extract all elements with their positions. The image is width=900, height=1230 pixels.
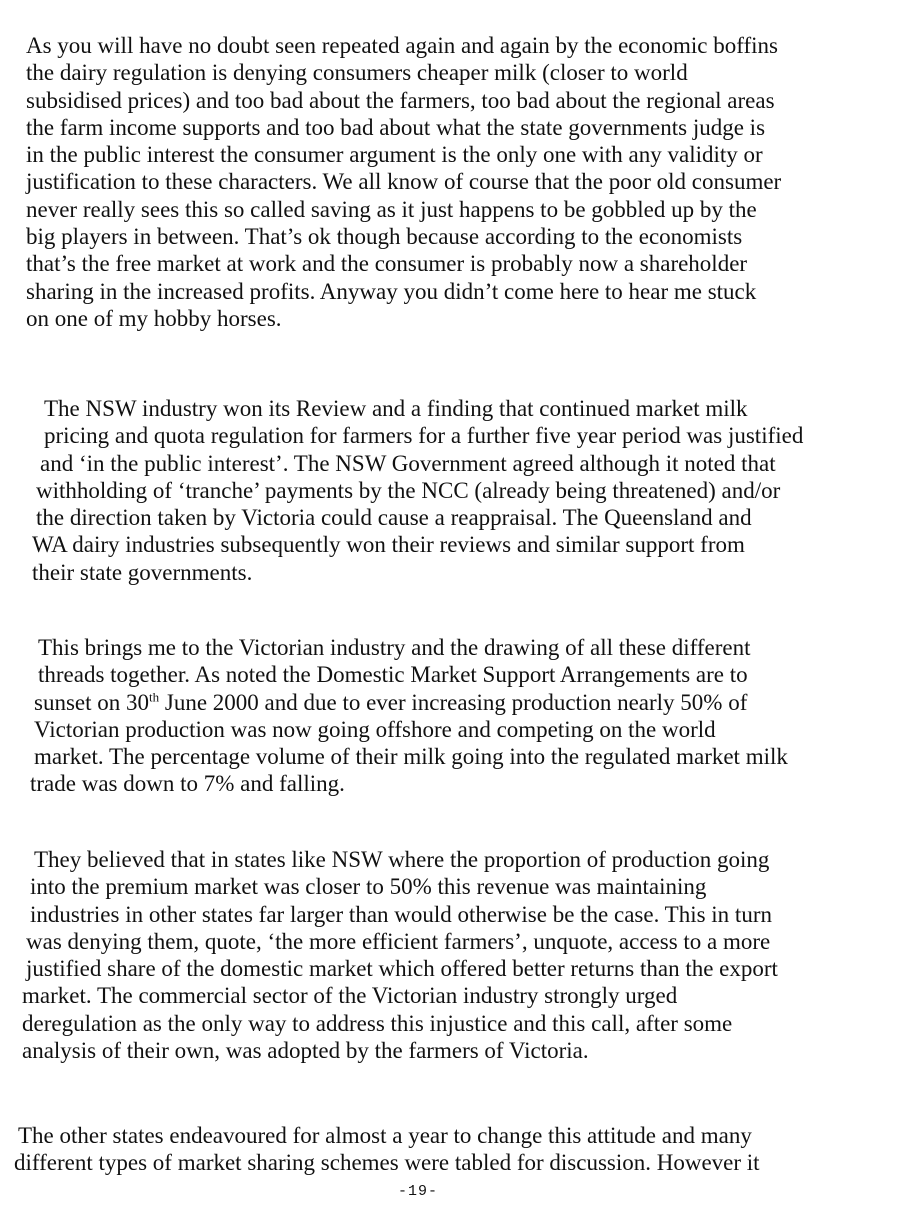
text-line: This brings me to the Victorian industry and the drawing of all these different [38, 635, 751, 660]
text-line: big players in between. That’s ok though because according to the economists [26, 224, 743, 250]
text-line: their state governments. [32, 559, 253, 585]
text-line: on one of my hobby horses. [26, 305, 282, 331]
text-line: into the premium market was closer to 50% this revenue was maintaining [30, 874, 707, 900]
text-line: different types of market sharing schemes were tabled for discussion. However it [14, 1150, 760, 1176]
paragraph-5 [14, 1122, 760, 1177]
text-line: Victorian production was now going offshore and competing on the world [34, 716, 716, 742]
text-line: that’s the free market at work and the consumer is probably now a shareholder [26, 251, 748, 277]
text-line: The NSW industry won its Review and a finding that continued market milk [44, 396, 748, 421]
text-line: market. The commercial sector of the Victorian industry strongly urged [22, 983, 678, 1009]
text-line: in the public interest the consumer argument is the only one with any validity or [26, 142, 763, 168]
text-line: As you will have no doubt seen repeated again and again by the economic boffins [26, 33, 778, 58]
paragraph-4 [18, 846, 778, 1064]
text-line: withholding of ‘tranche’ payments by the NCC (already being threatened) and/or [36, 477, 781, 503]
text-line: and ‘in the public interest’. The NSW Government agreed although it noted that [40, 450, 776, 476]
page-number: -19- [397, 1183, 438, 1200]
text-line: deregulation as the only way to address this injustice and this call, after some [22, 1010, 733, 1036]
paragraph-2 [24, 395, 803, 586]
text-line: was denying them, quote, ‘the more efficient farmers’, unquote, access to a more [26, 928, 771, 954]
text-line: justified share of the domestic market which offered better returns than the export [26, 956, 778, 982]
text-line: sunset on 30th June 2000 and due to ever increasing production nearly 50% of [34, 688, 748, 715]
text-line: the dairy regulation is denying consumers cheaper milk (closer to world [26, 60, 688, 86]
text-line: They believed that in states like NSW where the proportion of production going [34, 847, 770, 872]
text-line: The other states endeavoured for almost a year to change this attitude and many [18, 1123, 752, 1148]
text-line: trade was down to 7% and falling. [30, 771, 345, 797]
text-line: sharing in the increased profits. Anyway you didn’t come here to hear me stuck [26, 278, 757, 304]
text-line: the farm income supports and too bad about what the state governments judge is [26, 114, 766, 140]
paragraph-1 [26, 32, 781, 332]
text-line: market. The percentage volume of their milk going into the regulated market milk [34, 744, 788, 770]
text-line: the direction taken by Victoria could cause a reappraisal. The Queensland and [36, 505, 752, 531]
text-line: analysis of their own, was adopted by the farmers of Victoria. [22, 1038, 589, 1064]
text-line: threads together. As noted the Domestic Market Support Arrangements are to [38, 662, 748, 688]
text-line: justification to these characters. We all know of course that the poor old consumer [26, 169, 782, 195]
paragraph-3 [22, 634, 788, 798]
text-line: pricing and quota regulation for farmers for a further five year period was justified [44, 423, 804, 449]
text-line: industries in other states far larger than would otherwise be the case. This in turn [30, 901, 772, 927]
text-line: never really sees this so called saving as it just happens to be gobbled up by the [26, 196, 757, 222]
text-line: WA dairy industries subsequently won their reviews and similar support from [32, 532, 745, 558]
text-line: subsidised prices) and too bad about the farmers, too bad about the regional areas [26, 87, 775, 113]
